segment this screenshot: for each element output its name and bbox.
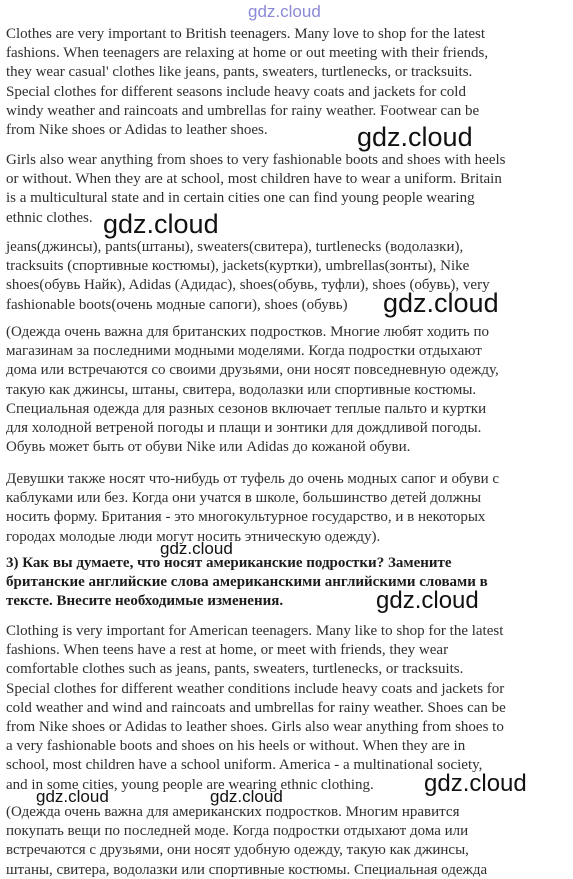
paragraph-american-translation: (Одежда очень важна для американских подростков. Многим нравится покупать вещи по последней моде. Когда подростки отдыхают дома или встречаются с друзьями, они носят удобную одежду, такую как джинсы, штаны, свитера, водолазки или спортивные костюмы. Специальная одежда (6, 804, 488, 878)
exercise-heading: 3) Как вы думаете, что носят американские подростки? Замените британские английские слова американскими английскими словами в тексте. Внесите необходимые изменения. (6, 555, 488, 610)
paragraph-british-clothes: Clothes are very important to British teenagers. Many love to shop for the latest fashions. When teenagers are relaxing at home or out meeting with their friends, they wear casual' clothes like jeans, pants, sweaters, turtlenecks, or tracksuits. Special clothes for different seasons include heavy coats and jackets for cold windy weather and raincoats and umbrellas for rainy weather. Footwear can be from Nike shoes or Adidas to leather shoes. (6, 26, 489, 139)
paragraph-vocabulary: jeans(джинсы), pants(штаны), sweaters(свитера), turtlenecks (водолазки), tracksuits (спортивные костюмы), jackets(куртки), umbrellas(зонты), Nike shoes(обувь Найк), Adidas (Адидас), shoes(обувь, туфли), shoes (обувь), very fashionable boots(очень модные сапоги), shoes (обувь) (6, 239, 490, 313)
watermark: gdz.cloud (357, 122, 473, 152)
paragraph-translation-2: Девушки также носят что-нибудь от туфель до очень модных сапог и обуви с каблуками или без. Когда они учатся в школе, большинство детей должны носить форму. Британия - это многокультурное государство, и в некоторых городах молодые люди могут носить этническую одежду). (6, 471, 500, 545)
paragraph-translation-1: (Одежда очень важна для британских подростков. Многие любят ходить по магазинам за последними модными моделями. Когда подростки отдыхают дома или встречаются со своими друзьями, они носят повседневную одежду, такую как джинсы, штаны, свитера, водолазки или спортивные костюмы. Специальная одежда для разных сезонов включает теплые пальто и куртки для холодной ветреной погоды и плащи и зонтики для дождливой погоды. Обувь может быть от обуви Nike или Adidas до кожаной обуви. (6, 324, 499, 456)
watermark: gdz.cloud (424, 770, 527, 797)
watermark: gdz.cloud (103, 209, 219, 239)
watermark: gdz.cloud (160, 539, 233, 558)
watermark: gdz.cloud (383, 288, 499, 318)
paragraph-girls-wear: Girls also wear anything from shoes to very fashionable boots and shoes with heels or without. When they are at school, most children have to wear a uniform. Britain is a multicultural state and in certain cities one can find young people wearing ethnic clothes. (6, 152, 506, 226)
watermark: gdz.cloud (376, 587, 479, 614)
paragraph-american-clothes: Clothing is very important for American teenagers. Many like to shop for the latest fashions. When teens have a rest at home, or meet with friends, they wear comfortable clothes such as jeans, pants, sweaters, turtlenecks, or tracksuits. Special clothes for different weather conditions include heavy coats and jackets for cold weather and wind and raincoats and umbrellas for rainy weather. Shoes can be from Nike shoes or Adidas to leather shoes. Girls also wear anything from shoes to a very fashionable boots and shoes on his heels or without. When they are in school, most children have a school uniform. America - a multinational society, and in some cities, young people are wearing ethnic clothing. (6, 623, 506, 793)
watermark: gdz.cloud (36, 787, 109, 806)
watermark: gdz.cloud (248, 2, 321, 21)
watermark: gdz.cloud (210, 787, 283, 806)
